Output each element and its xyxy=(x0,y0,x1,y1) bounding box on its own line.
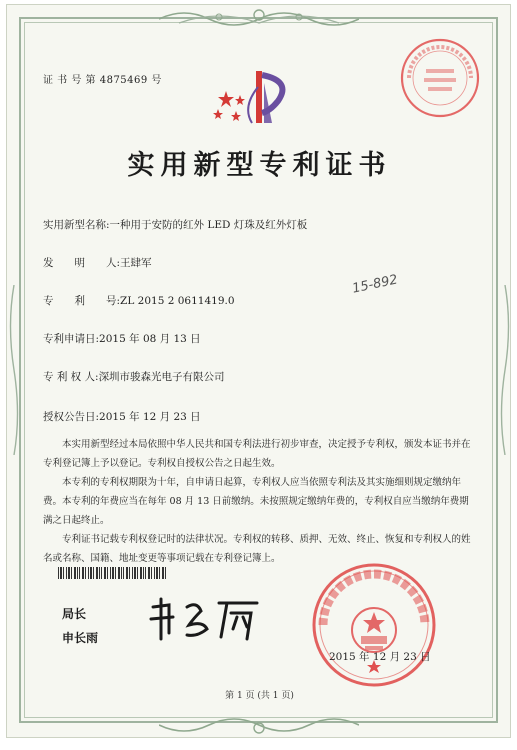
official-seal-icon xyxy=(309,560,439,690)
certificate-number: 证 书 号 第 4875469 号 xyxy=(43,75,162,86)
field-label: 授权公告日: xyxy=(43,411,100,423)
field-label: 实用新型名称: xyxy=(43,219,110,231)
field-row-filing-date xyxy=(43,331,201,346)
field-row-grant-date xyxy=(43,409,201,424)
field-value: 2015 年 08 月 13 日 xyxy=(99,333,201,345)
signature-icon xyxy=(147,593,267,645)
director-name: 申长雨 xyxy=(62,631,99,645)
director-title: 局长 xyxy=(62,607,87,621)
field-row-patentee xyxy=(43,369,225,384)
page-number: 第 1 页 (共 1 页) xyxy=(225,691,294,701)
field-label: 专 利 号: xyxy=(43,295,121,307)
paragraph: 专利证书记载专利权登记时的法律状况。专利权的转移、质押、无效、终止、恢复和专利权人的姓名或名称、国籍、地址变更等事项记载在专利登记簿上。 xyxy=(43,534,471,564)
field-row-name xyxy=(43,217,307,232)
field-row-inventor xyxy=(43,255,152,270)
field-label: 专利申请日: xyxy=(43,333,100,345)
field-value: 深圳市骏森光电子有限公司 xyxy=(98,371,225,383)
field-label: 专 利 权 人: xyxy=(43,371,99,383)
handwritten-note: 15-892 xyxy=(350,272,400,297)
certificate-sheet xyxy=(6,4,511,738)
stars-icon xyxy=(212,89,252,125)
certificate-title: 实用新型专利证书 xyxy=(127,150,392,181)
paragraph: 本专利的专利权期限为十年，自申请日起算，专利权人应当依照专利法及其实施细则规定缴纳年费。本专利的年费应当在每年 08 月 13 日前缴纳。未按照规定缴纳年费的，专利权自应当缴纳年费期满之日起终止。 xyxy=(43,477,469,526)
field-value: ZL 2015 2 0611419.0 xyxy=(120,295,235,307)
field-value: 王肆军 xyxy=(120,257,152,269)
top-ornament-icon xyxy=(159,5,359,31)
field-label: 发 明 人: xyxy=(43,257,121,269)
body-text xyxy=(43,435,476,568)
right-ornament-icon xyxy=(498,285,511,455)
agency-stamp-icon xyxy=(399,37,481,119)
bottom-ornament-icon xyxy=(159,713,359,738)
field-value: 一种用于安防的红外 LED 灯珠及红外灯板 xyxy=(109,219,308,231)
field-row-patent-no xyxy=(43,293,235,308)
paragraph: 本实用新型经过本局依照中华人民共和国专利法进行初步审查，决定授予专利权，颁发本证书并在专利登记簿上予以登记。专利权自授权公告之日起生效。 xyxy=(43,439,471,469)
national-emblem-icon xyxy=(352,608,396,652)
seal-date: 2015 年 12 月 23 日 xyxy=(329,651,431,663)
field-value: 2015 年 12 月 23 日 xyxy=(99,411,201,423)
barcode-icon xyxy=(58,567,167,579)
left-ornament-icon xyxy=(7,285,21,455)
